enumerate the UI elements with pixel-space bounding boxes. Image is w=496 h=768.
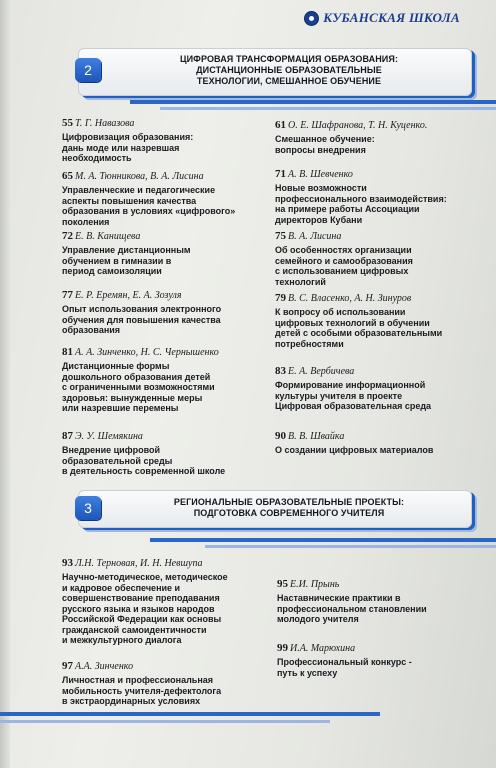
authors: В. С. Власенко, А. Н. Зинуров	[288, 293, 412, 304]
footer-rule-light	[0, 720, 330, 723]
article-title: Опыт использования электронного обучения для повышения качества образования	[62, 304, 222, 335]
authors: А. А. Зинченко, Н. С. Чернышенко	[75, 347, 219, 358]
authors: М. А. Тюнникова, В. А. Лисина	[75, 171, 204, 182]
page-number: 65	[62, 170, 73, 182]
article-title: Смешанное обучение: вопросы внедрения	[275, 134, 375, 155]
page-number: 72	[62, 230, 73, 242]
page-number: 55	[62, 117, 73, 129]
page-number: 93	[62, 557, 73, 569]
page-number: 77	[62, 289, 73, 301]
article-title: О создании цифровых материалов	[275, 445, 434, 455]
toc-entry[interactable]	[62, 660, 262, 707]
section-rule-light	[205, 545, 496, 548]
page-number: 79	[275, 292, 286, 304]
section-banner-3	[78, 490, 472, 528]
authors: А. В. Шевченко	[288, 169, 353, 180]
toc-entry[interactable]	[62, 230, 262, 277]
page-number: 95	[277, 578, 288, 590]
toc-entry[interactable]	[275, 292, 475, 349]
authors: Л.Н. Терновая, И. Н. Невшупа	[75, 558, 203, 569]
toc-entry[interactable]	[275, 365, 475, 412]
article-title: Внедрение цифровой образовательной среды в деятельность современной школе	[62, 445, 226, 476]
toc-entry[interactable]	[275, 230, 475, 287]
section-title-line: РЕГИОНАЛЬНЫЕ ОБРАЗОВАТЕЛЬНЫЕ ПРОЕКТЫ:	[173, 497, 405, 507]
toc-entry[interactable]	[62, 557, 272, 646]
authors: Е. А. Вербичева	[288, 366, 355, 377]
section-banner-2	[78, 48, 472, 96]
article-title: Новые возможности профессионального взаимодействия: на примере работы Ассоциации директоров Кубани	[275, 183, 447, 225]
section-number: 2	[75, 58, 101, 82]
page-number: 71	[275, 168, 286, 180]
article-title: Дистанционные формы дошкольного образования детей с ограниченными возможностями здоровья: вынужденные меры или назревшие перемены	[62, 361, 215, 413]
article-title: Цифровизация образования: дань моде или назревшая необходимость	[62, 132, 194, 163]
page-number: 83	[275, 365, 286, 377]
authors: Т. Г. Навазова	[75, 118, 135, 129]
article-title: Формирование информационной культуры учителя в проекте Цифровая образовательная среда	[275, 380, 432, 411]
authors: Э. У. Шемякина	[75, 431, 143, 442]
section-title-line: ТЕХНОЛОГИИ, СМЕШАННОЕ ОБУЧЕНИЕ	[196, 76, 382, 86]
section-rule-light	[160, 107, 496, 110]
page-number: 90	[275, 430, 286, 442]
toc-entry[interactable]	[62, 117, 262, 164]
toc-entry[interactable]	[275, 430, 475, 456]
brand-title: КУБАНСКАЯ ШКОЛА	[323, 10, 460, 25]
authors: Е. Р. Еремян, Е. А. Зозуля	[75, 290, 182, 301]
authors: И.А. Марюхина	[290, 643, 356, 654]
toc-entry[interactable]	[62, 289, 262, 336]
toc-entry[interactable]	[62, 346, 262, 414]
page-edge-shadow	[0, 0, 10, 768]
article-title: Профессиональный конкурс - путь к успеху	[277, 657, 412, 678]
toc-entry[interactable]	[277, 642, 477, 678]
authors: В. А. Лисина	[288, 231, 342, 242]
section-title	[119, 54, 459, 87]
page-number: 61	[275, 119, 286, 131]
section-title-line: ЦИФРОВАЯ ТРАНСФОРМАЦИЯ ОБРАЗОВАНИЯ:	[179, 54, 399, 64]
article-title: Управленческие и педагогические аспекты повышения качества образования в условиях «цифрового» поколения	[62, 185, 236, 227]
kubanskaya-shkola-logo-icon	[304, 11, 319, 26]
article-title: Управление дистанционным обучением в гимназии в период самоизоляции	[62, 245, 191, 276]
page-number: 87	[62, 430, 73, 442]
authors: В. В. Швайка	[288, 431, 345, 442]
page-number: 81	[62, 346, 73, 358]
toc-entry[interactable]	[275, 168, 475, 225]
section-number: 3	[75, 496, 101, 520]
article-title: Научно-методическое, методическое и кадровое обеспечение и совершенствование преподавания русского языка и языков народов Российской Федерации как основы гражданской самоидентичности и межкультурного диалога	[62, 572, 228, 645]
toc-entry[interactable]	[62, 170, 262, 227]
section-rule	[130, 100, 496, 104]
authors: Е. В. Канищева	[75, 231, 141, 242]
page-number: 99	[277, 642, 288, 654]
section-title	[119, 497, 459, 519]
footer-rule	[0, 712, 380, 716]
article-title: Об особенностях организации семейного и самообразования с использованием цифровых технологий	[275, 245, 413, 287]
page-number: 97	[62, 660, 73, 672]
article-title: Наставнические практики в профессиональном становлении молодого учителя	[277, 593, 427, 624]
page-number: 75	[275, 230, 286, 242]
authors: О. Е. Шафранова, Т. Н. Куценко.	[288, 120, 428, 131]
section-title-line: ПОДГОТОВКА СОВРЕМЕННОГО УЧИТЕЛЯ	[193, 508, 385, 518]
toc-entry[interactable]	[277, 578, 477, 625]
section-rule	[150, 538, 496, 542]
authors: А.А. Зинченко	[75, 661, 134, 672]
article-title: К вопросу об использовании цифровых технологий в обучении детей с особыми образовательными потребностями	[275, 307, 443, 349]
section-title-line: ДИСТАНЦИОННЫЕ ОБРАЗОВАТЕЛЬНЫЕ	[196, 65, 382, 75]
brand-header	[304, 10, 460, 26]
authors: Е.И. Прынь	[290, 579, 340, 590]
toc-entry[interactable]	[275, 119, 475, 155]
article-title: Личностная и профессиональная мобильность учителя-дефектолога в экстраординарных условиях	[62, 675, 222, 706]
toc-entry[interactable]	[62, 430, 262, 477]
